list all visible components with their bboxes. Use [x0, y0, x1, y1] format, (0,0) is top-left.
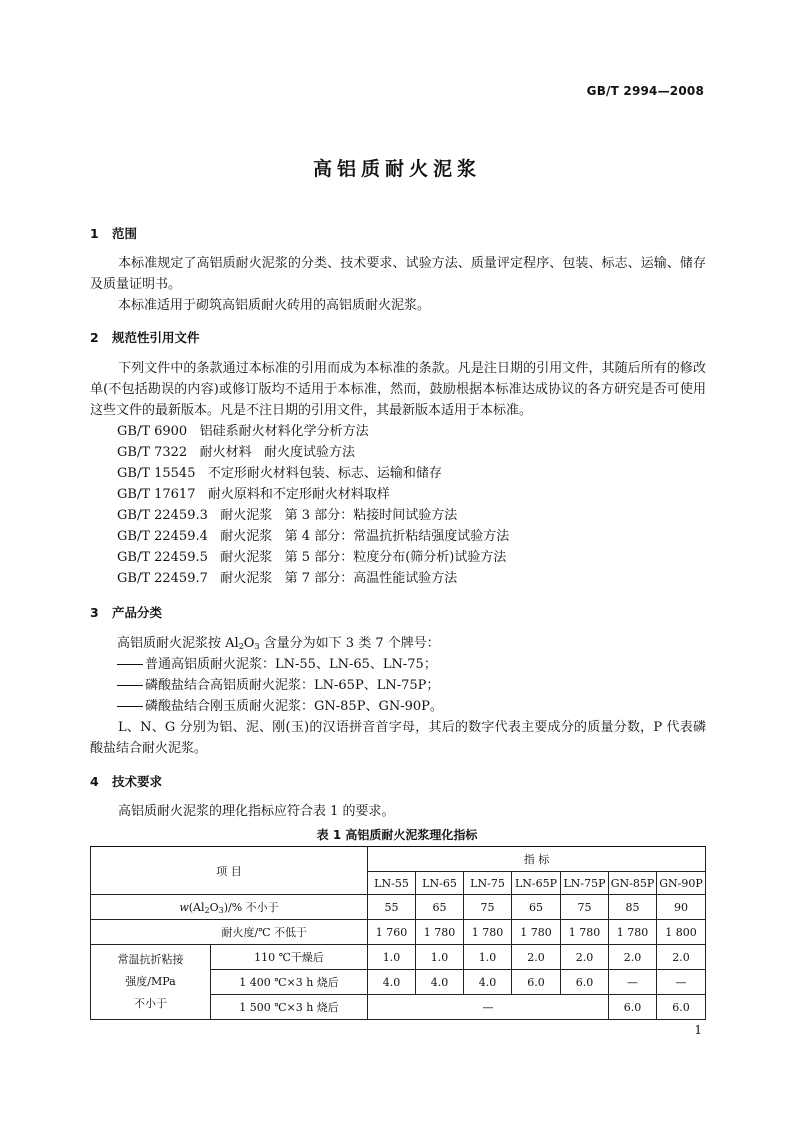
- table-cell: 4.0: [464, 970, 512, 995]
- table-cell: —: [609, 970, 657, 995]
- row-label-refractoriness: 耐火度/℃ 不低于: [91, 920, 368, 945]
- table-cell: 75: [464, 895, 512, 920]
- grade-header: LN-75P: [561, 872, 609, 895]
- item-header: 项 目: [91, 847, 368, 895]
- section-2-heading: [90, 328, 200, 346]
- section-4-paragraph-1: [90, 801, 706, 822]
- grade-header: LN-75: [464, 872, 512, 895]
- section-3-note: [90, 717, 706, 759]
- dash-mark: [117, 706, 143, 707]
- dash-mark: [117, 685, 143, 686]
- table-cell: 1.0: [368, 945, 416, 970]
- table-cell-merged: —: [368, 995, 609, 1020]
- section-number: 3: [90, 605, 99, 620]
- table-cell: 6.0: [561, 970, 609, 995]
- classification-item: 磷酸盐结合高铝质耐火泥浆：LN-65P、LN-75P；: [117, 675, 439, 696]
- section-3-intro: 高铝质耐火泥浆按 $Al_2O_3$ 含量分为如下 3 类 7 个牌号：: [117, 636, 440, 651]
- grade-header: LN-55: [368, 872, 416, 895]
- strength-label-line: 强度/MPa: [125, 975, 176, 988]
- table-cell: 1 780: [561, 920, 609, 945]
- table-cell: 6.0: [657, 995, 706, 1020]
- grade-header: GN-85P: [609, 872, 657, 895]
- strength-label-line: 常温抗折粘接: [117, 953, 184, 966]
- table-cell: 6.0: [512, 970, 561, 995]
- section-1-paragraph-2: [90, 295, 706, 316]
- section-number: 1: [90, 226, 99, 241]
- table-cell: 1 780: [464, 920, 512, 945]
- spec-table: [90, 846, 706, 1020]
- table-cell: 1.0: [464, 945, 512, 970]
- table-cell: 90: [657, 895, 706, 920]
- section-1-heading: [90, 224, 137, 242]
- table-cell: 55: [368, 895, 416, 920]
- standard-code: GB/T 2994—2008: [586, 84, 704, 98]
- row-label-al2o3: $w(Al_2O_3)/\%$ 不小于: [91, 895, 368, 920]
- paragraph-text: 高铝质耐火泥浆的理化指标应符合表 1 的要求。: [118, 804, 395, 819]
- dash-mark: [117, 664, 143, 665]
- table-cell: 1.0: [416, 945, 464, 970]
- table-cell: 2.0: [561, 945, 609, 970]
- section-title: 技术要求: [112, 774, 163, 789]
- row-label-110: 110 ℃干燥后: [211, 945, 368, 970]
- table-caption: 表 1 高铝质耐火泥浆理化指标: [316, 828, 478, 842]
- reference-item: GB/T 15545 不定形耐火材料包装、标志、运输和储存: [117, 466, 442, 481]
- section-3-heading: [90, 603, 162, 621]
- grade-header: GN-90P: [657, 872, 706, 895]
- table-cell: 1 780: [609, 920, 657, 945]
- table-cell: 65: [416, 895, 464, 920]
- row-label-1500: 1 500 ℃×3 h 烧后: [211, 995, 368, 1020]
- reference-item: GB/T 22459.4 耐火泥浆 第 4 部分：常温抗折粘结强度试验方法: [117, 529, 510, 544]
- section-title: 规范性引用文件: [112, 330, 200, 345]
- row-label-1400: 1 400 ℃×3 h 烧后: [211, 970, 368, 995]
- table-cell: 2.0: [657, 945, 706, 970]
- section-number: 4: [90, 774, 99, 789]
- paragraph-text: 本标准适用于砌筑高铝质耐火砖用的高铝质耐火泥浆。: [118, 298, 431, 313]
- section-2-paragraph-1: [90, 358, 706, 421]
- grade-header: LN-65P: [512, 872, 561, 895]
- index-header: 指 标: [368, 847, 706, 872]
- reference-item: GB/T 22459.7 耐火泥浆 第 7 部分：高温性能试验方法: [117, 571, 458, 586]
- reference-item: GB/T 22459.5 耐火泥浆 第 5 部分：粒度分布(筛分析)试验方法: [117, 550, 507, 565]
- table-cell: 65: [512, 895, 561, 920]
- paragraph-text: 本标准规定了高铝质耐火泥浆的分类、技术要求、试验方法、质量评定程序、包装、标志、运输、储存及质量证明书。: [90, 256, 706, 292]
- table-cell: 1 800: [657, 920, 706, 945]
- reference-item: GB/T 22459.3 耐火泥浆 第 3 部分：粘接时间试验方法: [117, 508, 458, 523]
- table-cell: 1 780: [512, 920, 561, 945]
- section-title: 范围: [112, 226, 138, 241]
- reference-item: GB/T 7322 耐火材料 耐火度试验方法: [117, 445, 355, 460]
- reference-item: GB/T 6900 铝硅系耐火材料化学分析方法: [117, 424, 369, 439]
- table-cell: 1 760: [368, 920, 416, 945]
- reference-item: GB/T 17617 耐火原料和不定形耐火材料取样: [117, 487, 390, 502]
- section-1-paragraph-1: [90, 253, 706, 295]
- section-4-heading: [90, 772, 162, 790]
- strength-label-line: 不小于: [134, 997, 167, 1010]
- table-cell: 1 780: [416, 920, 464, 945]
- document-title: 高铝质耐火泥浆: [312, 158, 481, 180]
- table-cell: 85: [609, 895, 657, 920]
- section-number: 2: [90, 330, 99, 345]
- classification-item: 普通高铝质耐火泥浆：LN-55、LN-65、LN-75；: [117, 654, 437, 675]
- grade-header: LN-65: [416, 872, 464, 895]
- paragraph-text: 下列文件中的条款通过本标准的引用而成为本标准的条款。凡是注日期的引用文件，其随后所有的修改单(不包括勘误的内容)或修订版均不适用于本标准，然而，鼓励根据本标准达成协议的各方研究是否可使用这些文件的最新版本。凡是不注日期的引用文件，其最新版本适用于本标准。: [90, 361, 706, 418]
- page-number: 1: [694, 1023, 702, 1037]
- table-cell: 2.0: [512, 945, 561, 970]
- table-cell: 2.0: [609, 945, 657, 970]
- table-cell: 4.0: [368, 970, 416, 995]
- table-cell: 6.0: [609, 995, 657, 1020]
- classification-item: 磷酸盐结合刚玉质耐火泥浆：GN-85P、GN-90P。: [117, 696, 443, 717]
- strength-label: [91, 945, 211, 1020]
- section-title: 产品分类: [112, 605, 163, 620]
- table-cell: 4.0: [416, 970, 464, 995]
- table-cell: —: [657, 970, 706, 995]
- table-cell: 75: [561, 895, 609, 920]
- paragraph-text: L、N、G 分别为铝、泥、刚(玉)的汉语拼音首字母，其后的数字代表主要成分的质量分数，P 代表磷酸盐结合耐火泥浆。: [90, 720, 706, 756]
